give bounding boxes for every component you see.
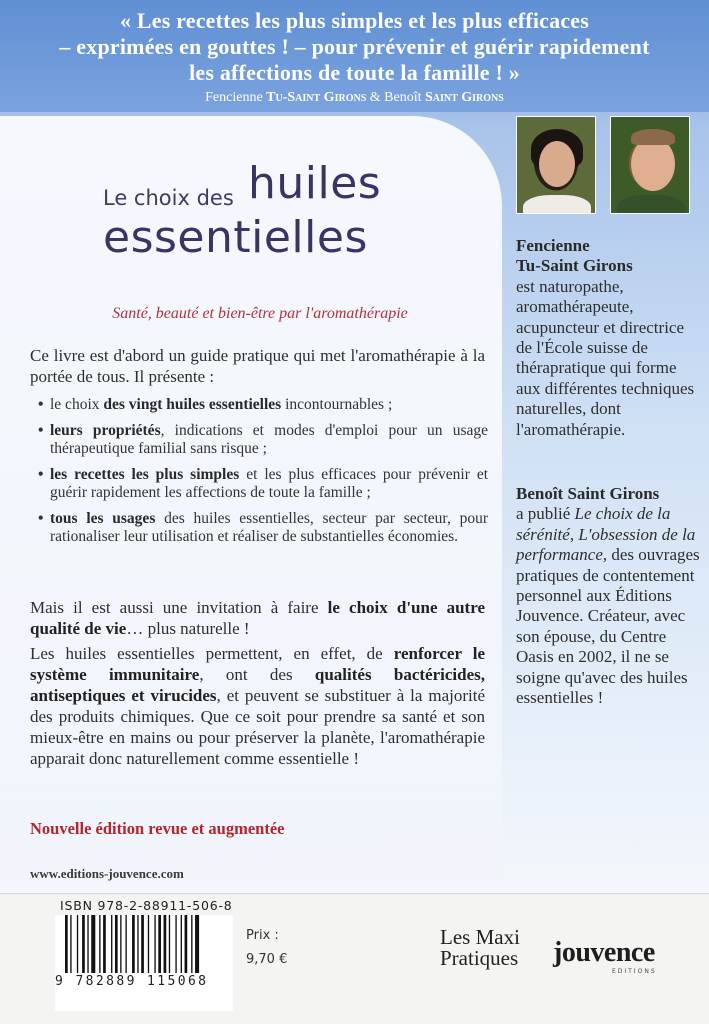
author1-first: Fencienne <box>205 90 263 105</box>
list-item <box>40 510 488 546</box>
photo-hair <box>631 129 675 145</box>
barcode-bar <box>125 915 126 973</box>
publisher-website: www.editions-jouvence.com <box>30 866 184 881</box>
barcode-bar <box>77 915 78 973</box>
list-item-text: , indications et modes d'emploi pour un usage thérapeutique familial sans risque ; <box>50 422 489 457</box>
barcode-bar <box>185 915 188 973</box>
barcode-bar <box>120 915 121 973</box>
barcode <box>55 915 233 1011</box>
para-text: Les huiles essentielles permettent, en effet, de <box>30 644 394 663</box>
title-essentielles: essentielles <box>103 212 368 263</box>
quote-line-2: – exprimées en gouttes ! – pour prévenir et guérir rapidement <box>59 34 650 59</box>
photo-face <box>539 141 575 187</box>
barcode-bar <box>154 915 155 973</box>
barcode-bar <box>148 915 149 973</box>
feature-list <box>40 396 488 554</box>
author-photo-fencienne <box>516 116 596 214</box>
top-quote <box>0 0 709 86</box>
barcode-bar <box>115 915 118 973</box>
para-bold: qualités bactéricides, antiseptiques et virucides <box>30 665 485 705</box>
barcode-bar <box>87 915 88 973</box>
para-text: , ont des <box>199 665 315 684</box>
list-item-bold: tous les usages <box>50 510 156 527</box>
list-item-text: incontournables ; <box>281 396 393 413</box>
barcode-number: 9 782889 115068 <box>55 974 209 989</box>
quote-line-3: les affections de toute la famille ! » <box>189 60 520 85</box>
publisher-logo-sub: EDITIONS <box>612 968 657 975</box>
barcode-bar <box>99 915 100 973</box>
para-text: … plus naturelle ! <box>126 619 250 638</box>
barcode-bar <box>169 915 170 973</box>
para-bold: le choix d'une autre qualité de vie <box>30 598 486 638</box>
list-item-bold: des vingt huiles essentielles <box>103 396 282 413</box>
price-label: Prix : <box>246 928 279 943</box>
subtitle: Santé, beauté et bien-être par l'aromathérapie <box>112 305 408 322</box>
para-text: Mais il est aussi une invitation à faire <box>30 598 328 617</box>
invitation-paragraph <box>30 597 485 639</box>
para-text: , et peuvent se substituer à la majorité des produits chimiques. Que ce soit pour prendre sa santé et son mieux-être en mains ou pour préserver la planète, l'aromathérapie apparait donc naturellement comme essentielle ! <box>30 686 485 768</box>
list-item <box>40 396 488 414</box>
publisher-logo: jouvence <box>553 937 655 968</box>
barcode-bar <box>70 915 71 973</box>
bio-benoit <box>516 484 701 708</box>
barcode-bar <box>191 915 192 973</box>
benefits-paragraph <box>30 643 485 769</box>
barcode-bars <box>65 915 225 973</box>
list-item-bold: les recettes les plus simples <box>50 466 240 483</box>
list-item <box>40 422 488 458</box>
collection-line: Pratiques <box>440 946 519 970</box>
barcode-bar <box>103 915 106 973</box>
bio-book-titles: Le choix de la sérénité, L'obsession de la performance, <box>516 504 696 565</box>
bio-name: Benoît Saint Girons <box>516 484 660 503</box>
bio-name: Tu-Saint Girons <box>516 256 633 276</box>
para-bold: renforcer le système immunitaire <box>30 644 485 684</box>
title-small: Le choix des <box>103 186 234 210</box>
collection-name <box>440 927 520 969</box>
new-edition-note: Nouvelle édition revue et augmentée <box>30 819 285 838</box>
barcode-bar <box>91 915 95 973</box>
barcode-bar <box>111 915 112 973</box>
barcode-bar <box>195 915 199 973</box>
collection-line: Les Maxi <box>440 925 520 949</box>
barcode-bar <box>164 915 167 973</box>
bio-name: Fencienne <box>516 236 590 255</box>
list-item-text: des huiles essentielles, secteur par secteur, pour rationaliser leur utilisation et réaliser de substantielles économies. <box>50 510 488 545</box>
author1-last: Tu-Saint Girons <box>266 90 367 105</box>
barcode-bar <box>158 915 161 973</box>
photo-face <box>631 137 675 191</box>
barcode-bar <box>132 915 135 973</box>
title-huiles: huiles <box>248 158 382 209</box>
bio-text: a publié <box>516 504 575 524</box>
isbn: ISBN 978-2-88911-506-8 <box>60 898 233 913</box>
barcode-bar <box>181 915 182 973</box>
top-quote-band <box>0 0 709 112</box>
author2-last: Saint Girons <box>424 90 504 105</box>
intro-paragraph: Ce livre est d'abord un guide pratique qui met l'aromathérapie à la portée de tous. Il présente : <box>30 346 485 386</box>
list-item-text: et les plus efficaces pour prévenir et guérir rapidement les affections de toute la famille ; <box>50 466 489 501</box>
list-item-text: le choix <box>50 396 104 413</box>
author2-first: Benoît <box>384 90 422 105</box>
bio-text: des ouvrages pratiques de contentement personnel aux Éditions Jouvence. Créateur, avec son épouse, du Centre Oasis en 2002, il ne se soigne qu'avec des huiles essentielles ! <box>516 545 700 708</box>
barcode-bar <box>175 915 176 973</box>
price-value: 9,70 € <box>246 952 288 967</box>
list-item-bold: leurs propriétés <box>50 422 161 439</box>
barcode-bar <box>137 915 138 973</box>
barcode-bar <box>141 915 144 973</box>
quote-authors <box>0 90 709 106</box>
photo-shirt <box>617 195 685 214</box>
photo-shirt <box>523 195 591 214</box>
authors-ampersand: & <box>369 90 381 105</box>
author-photo-benoit <box>610 116 690 214</box>
bio-fencienne <box>516 236 701 440</box>
barcode-bar <box>82 915 85 973</box>
list-item <box>40 466 488 502</box>
bio-text: est naturopathe, aromathérapeute, acupuncteur et directrice de l'École suisse de thérapratique qui forme aux différentes techniques naturelles, dont l'aromathérapie. <box>516 276 695 439</box>
barcode-bar <box>65 915 68 973</box>
quote-line-1: « Les recettes les plus simples et les plus efficaces <box>119 8 590 33</box>
